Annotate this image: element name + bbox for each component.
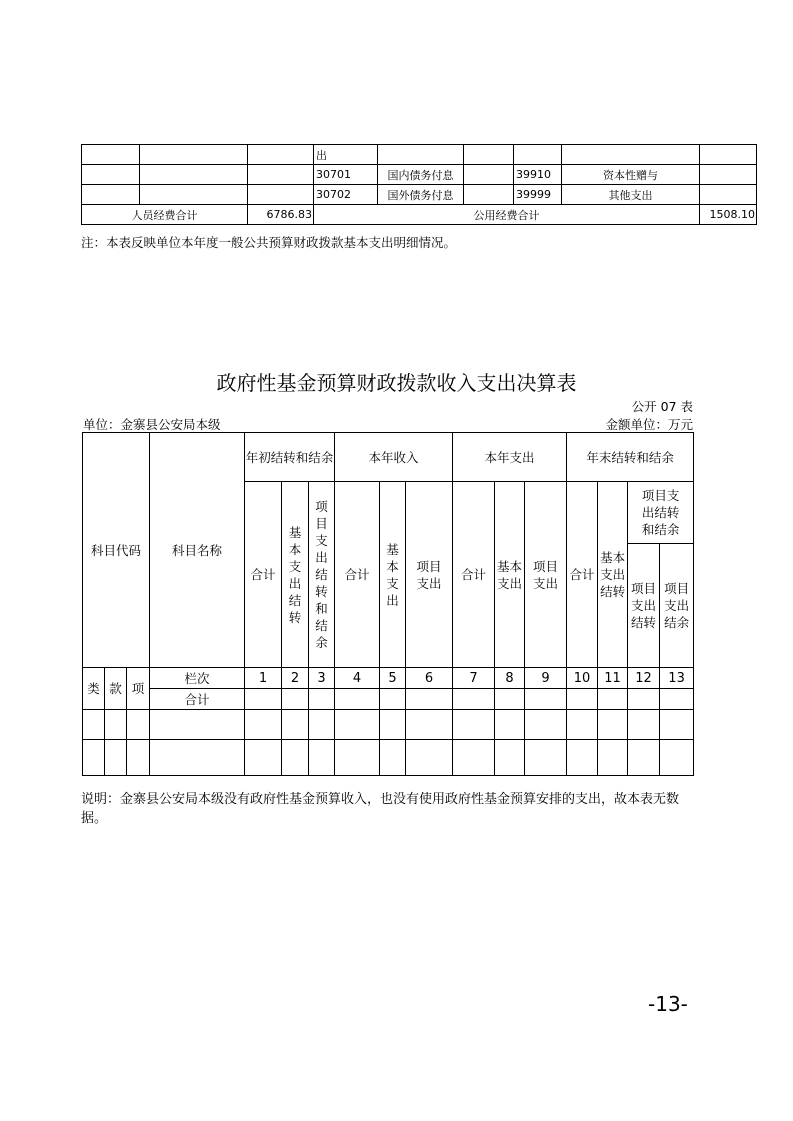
table-cell xyxy=(82,165,140,185)
economic-name-cell xyxy=(378,145,464,165)
economic-name-cell: 国内债务付息 xyxy=(378,165,464,185)
column-number-row xyxy=(83,668,694,689)
xiang-header: 项 xyxy=(127,668,150,710)
column-number: 11 xyxy=(598,668,628,689)
project-expenditure-header: 项目支出 xyxy=(406,482,453,668)
project-carryover-balance-header: 项目支出结转和结余 xyxy=(309,482,335,668)
personnel-total-label: 人员经费合计 xyxy=(82,205,248,225)
column-number: 2 xyxy=(282,668,309,689)
table-cell xyxy=(248,185,314,205)
table-cell xyxy=(140,185,248,205)
page-number: -13- xyxy=(648,992,688,1016)
page-title: 政府性基金预算财政拨款收入支出决算表 xyxy=(216,371,577,395)
total-header: 合计 xyxy=(245,482,282,668)
table-cell xyxy=(248,145,314,165)
explanation-note: 说明：金寨县公安局本级没有政府性基金预算收入，也没有使用政府性基金预算安排的支出，故本表无数据。 xyxy=(81,792,680,826)
column-row-label: 栏次 xyxy=(150,668,245,689)
total-header: 合计 xyxy=(453,482,495,668)
table-cell xyxy=(248,165,314,185)
basic-carryover-header: 基本支出结转 xyxy=(282,482,309,668)
basic-expenditure-header: 基本支出 xyxy=(495,482,525,668)
column-number: 5 xyxy=(380,668,406,689)
table-cell xyxy=(464,165,514,185)
basic-carryover-header: 基本支出结转 xyxy=(598,482,628,668)
personnel-total-value: 6786.83 xyxy=(248,205,314,225)
table-cell xyxy=(140,165,248,185)
economic-code-cell: 30702 xyxy=(314,185,378,205)
table-row xyxy=(83,740,694,776)
header-row xyxy=(83,433,694,482)
column-number: 4 xyxy=(335,668,380,689)
table-number: 公开 07 表 xyxy=(631,399,693,414)
subject-name-header: 科目名称 xyxy=(150,433,245,668)
lei-header: 类 xyxy=(83,668,105,710)
column-number: 9 xyxy=(525,668,567,689)
economic-code-cell: 30701 xyxy=(314,165,378,185)
table-row xyxy=(82,165,757,185)
ending-balance-header: 年末结转和结余 xyxy=(567,433,694,482)
project-exp-carryover-balance-header: 项目支出结转和结余 xyxy=(628,482,694,544)
economic-name-cell: 资本性赠与 xyxy=(562,165,700,185)
table-row xyxy=(82,185,757,205)
column-number: 10 xyxy=(567,668,598,689)
income-header: 本年收入 xyxy=(335,433,453,482)
table-row xyxy=(82,145,757,165)
table-note: 注：本表反映单位本年度一般公共预算财政拨款基本支出明细情况。 xyxy=(81,235,457,250)
project-exp-carryover-header: 项目支出结转 xyxy=(628,544,660,668)
column-number: 3 xyxy=(309,668,335,689)
table-cell xyxy=(700,165,757,185)
economic-code-cell: 出 xyxy=(314,145,378,165)
public-total-value: 1508.10 xyxy=(700,205,757,225)
economic-code-cell xyxy=(514,145,562,165)
totals-row xyxy=(82,205,757,225)
economic-name-cell xyxy=(562,145,700,165)
expenditure-header: 本年支出 xyxy=(453,433,567,482)
total-header: 合计 xyxy=(335,482,380,668)
kuan-header: 款 xyxy=(105,668,127,710)
column-number: 8 xyxy=(495,668,525,689)
column-number: 1 xyxy=(245,668,282,689)
economic-code-cell: 39910 xyxy=(514,165,562,185)
subject-code-header: 科目代码 xyxy=(83,433,150,668)
table-cell xyxy=(700,185,757,205)
table-cell xyxy=(464,145,514,165)
column-number: 13 xyxy=(660,668,694,689)
project-expenditure-header: 项目支出 xyxy=(525,482,567,668)
basic-expenditure-header: 基本支出 xyxy=(380,482,406,668)
table-cell xyxy=(464,185,514,205)
table-cell xyxy=(82,185,140,205)
continuation-table xyxy=(81,144,757,225)
economic-code-cell: 39999 xyxy=(514,185,562,205)
economic-name-cell: 其他支出 xyxy=(562,185,700,205)
sum-row xyxy=(83,689,694,710)
table-row xyxy=(83,710,694,740)
column-number: 7 xyxy=(453,668,495,689)
amount-unit: 金额单位：万元 xyxy=(605,417,693,432)
fund-budget-table xyxy=(82,432,694,776)
table-cell xyxy=(700,145,757,165)
project-exp-balance-header: 项目支出结余 xyxy=(660,544,694,668)
table-cell xyxy=(82,145,140,165)
sum-row-label: 合计 xyxy=(150,689,245,710)
economic-name-cell: 国外债务付息 xyxy=(378,185,464,205)
beginning-balance-header: 年初结转和结余 xyxy=(245,433,335,482)
total-header: 合计 xyxy=(567,482,598,668)
column-number: 12 xyxy=(628,668,660,689)
column-number: 6 xyxy=(406,668,453,689)
table-cell xyxy=(140,145,248,165)
public-total-label: 公用经费合计 xyxy=(314,205,700,225)
reporting-unit: 单位：金寨县公安局本级 xyxy=(83,417,221,432)
